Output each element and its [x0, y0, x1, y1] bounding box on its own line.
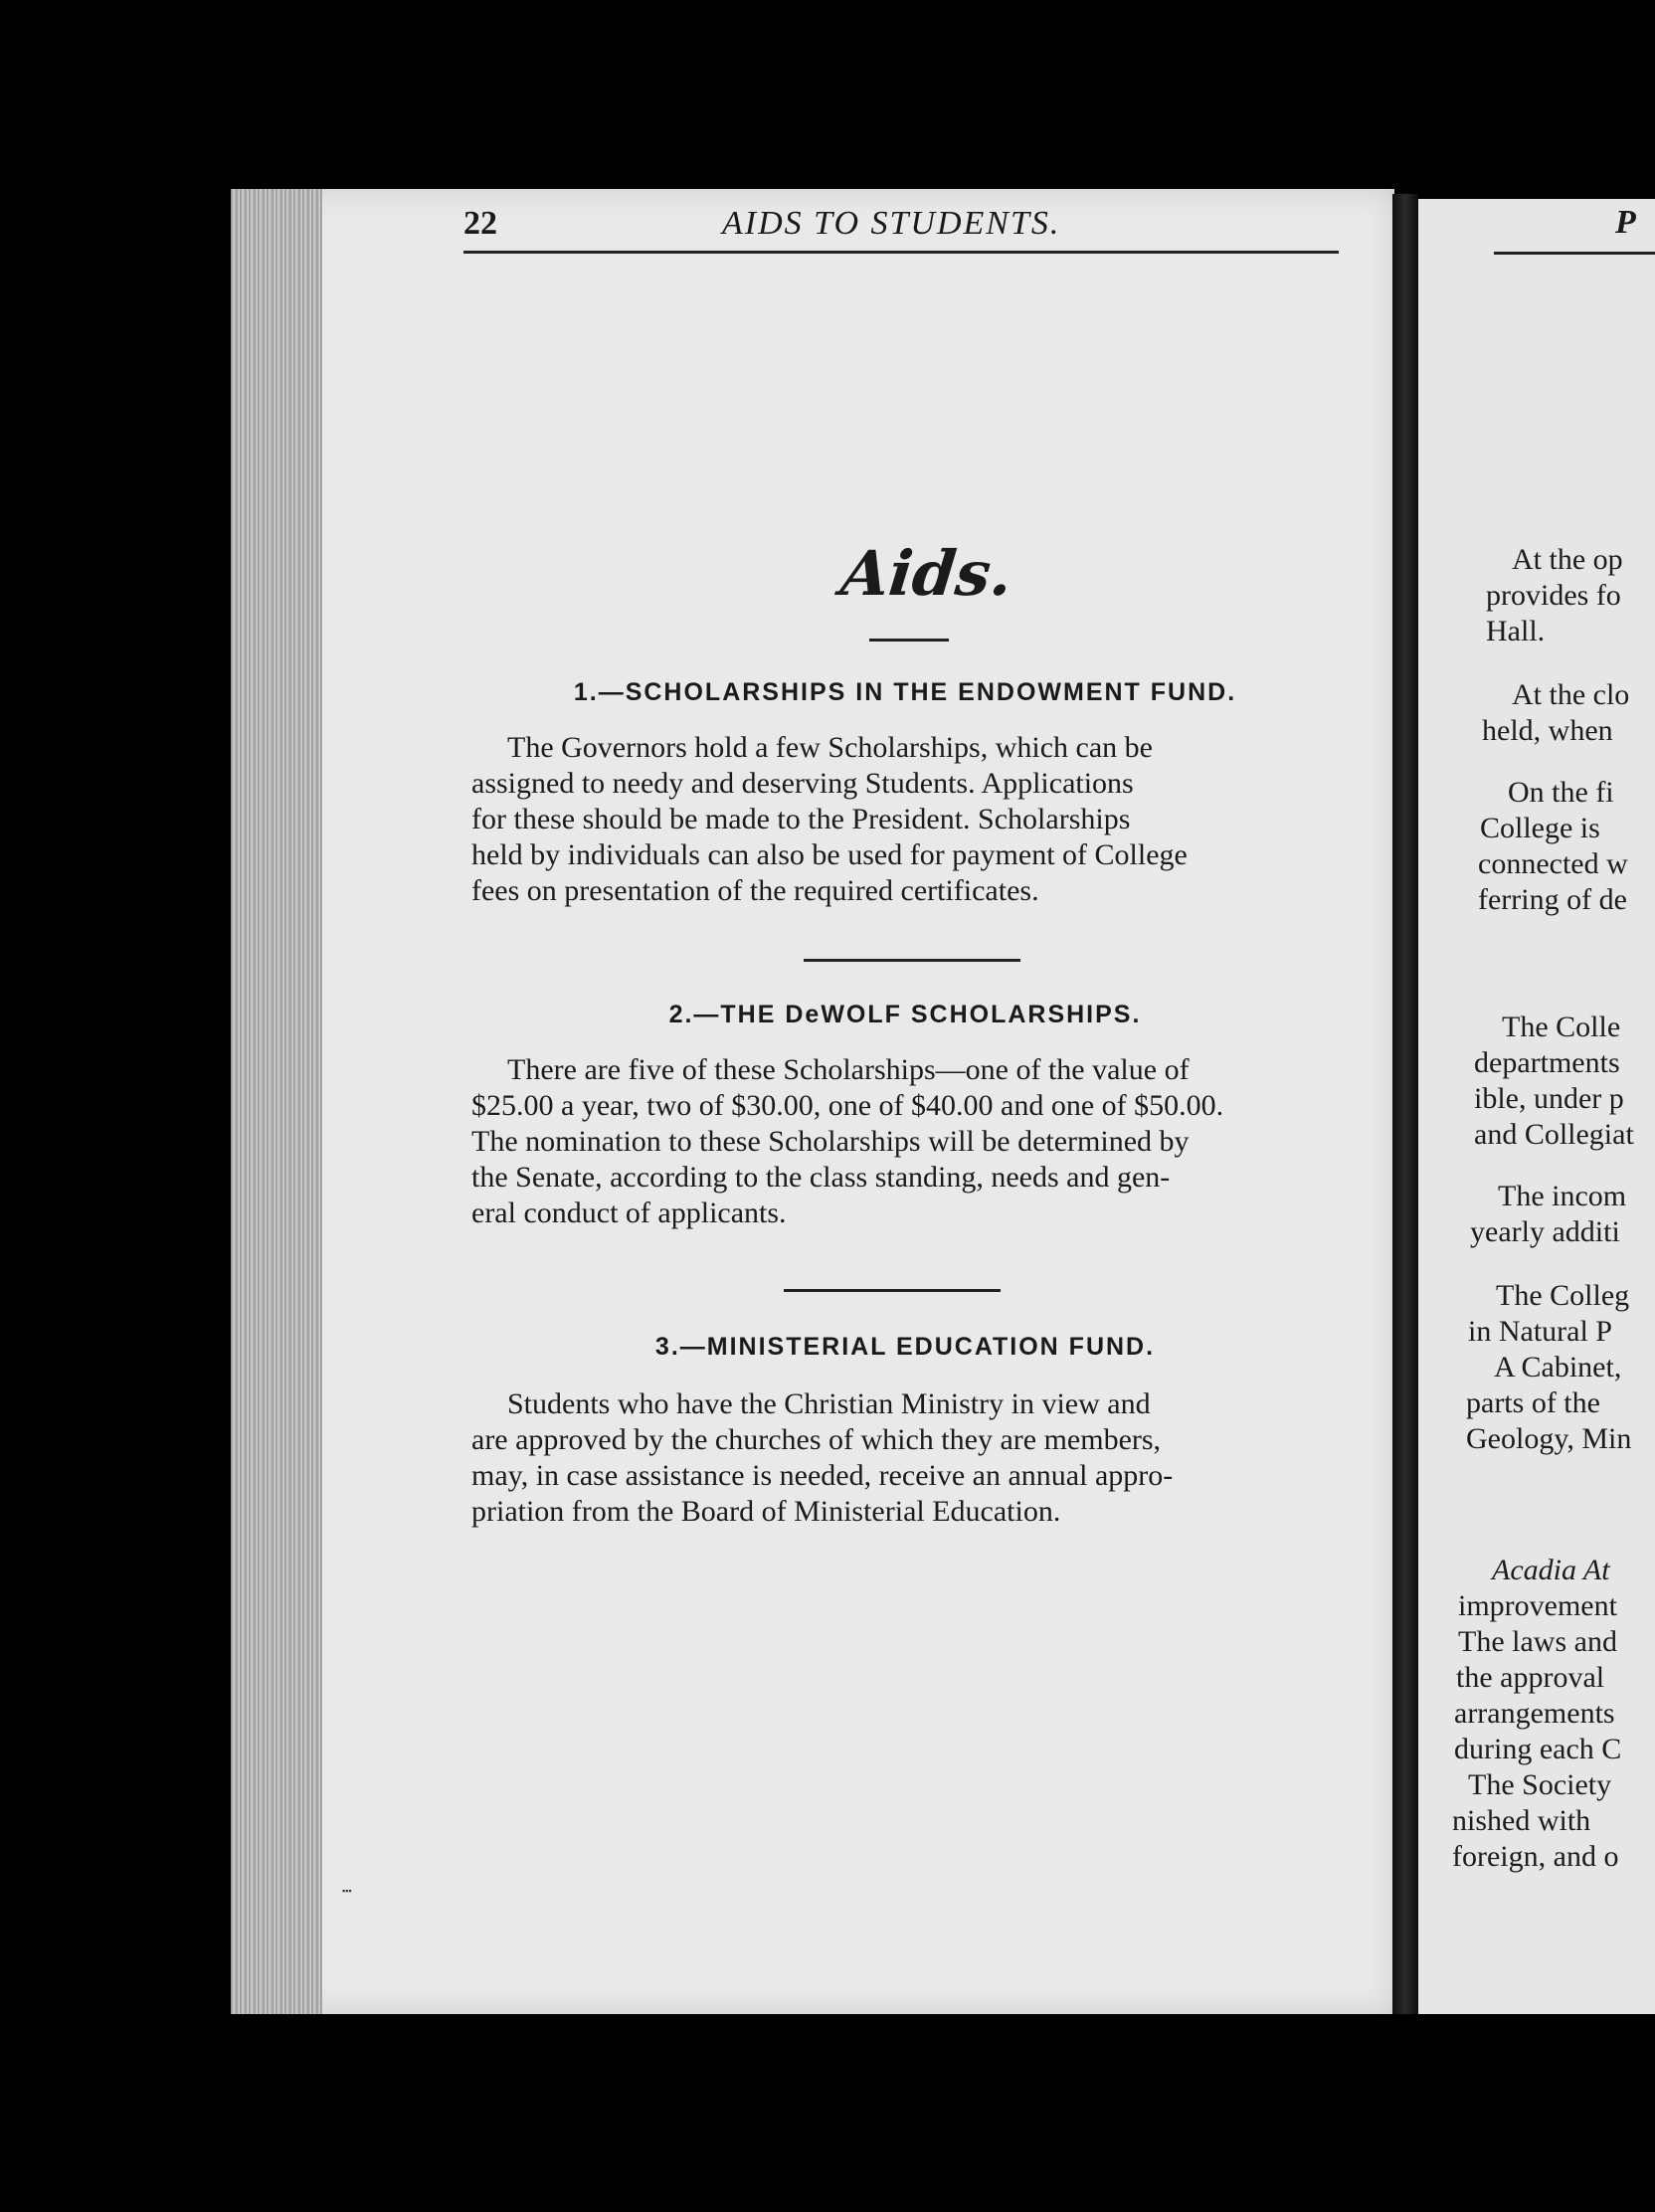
right-page-line: College is [1480, 812, 1600, 844]
right-page-line: ible, under p [1474, 1082, 1624, 1115]
book-gutter [1392, 194, 1418, 2014]
right-page-line: arrangements [1454, 1697, 1615, 1730]
para-line: assigned to needy and deserving Students. Applications [471, 767, 1134, 800]
section-heading-1: 1.—SCHOLARSHIPS IN THE ENDOWMENT FUND. [573, 678, 1237, 706]
page-title: Aids. [837, 537, 1016, 610]
head-rule [463, 251, 1339, 254]
right-page-line: On the fi [1508, 776, 1614, 809]
page-edge-stack [231, 189, 322, 2014]
section-divider [784, 1289, 1001, 1292]
right-page-line: departments [1474, 1046, 1620, 1079]
right-page-line: during each C [1454, 1733, 1622, 1765]
para-line: held by individuals can also be used for payment of College [471, 838, 1188, 871]
title-underline [869, 639, 949, 642]
scan-mark: ▪▪▪ [342, 1886, 352, 1896]
section-paragraph-2 [471, 1052, 1347, 1231]
para-line: fees on presentation of the required certificates. [471, 874, 1039, 907]
right-page-line: and Collegiat [1474, 1118, 1634, 1151]
right-page-line: Hall. [1486, 615, 1546, 647]
right-page-line: At the clo [1512, 678, 1630, 711]
section-heading-3: 3.—MINISTERIAL EDUCATION FUND. [654, 1333, 1156, 1361]
right-page-line: The Colle [1502, 1011, 1621, 1043]
para-line: There are five of these Scholarships—one of the value of [507, 1053, 1190, 1086]
page-number: 22 [463, 205, 497, 242]
section-divider [804, 959, 1020, 962]
right-page-line: in Natural P [1468, 1315, 1612, 1348]
right-page-line: held, when [1482, 714, 1613, 747]
para-line: for these should be made to the President. Scholarships [471, 803, 1131, 835]
right-page-line: At the op [1512, 543, 1623, 576]
para-line: The Governors hold a few Scholarships, which can be [507, 731, 1153, 764]
section-paragraph-1 [471, 730, 1347, 909]
right-page-line: the approval [1456, 1661, 1605, 1694]
para-line: priation from the Board of Ministerial Education. [471, 1495, 1061, 1528]
right-page-line: The Society [1468, 1768, 1612, 1801]
right-page-line: parts of the [1466, 1386, 1600, 1419]
right-running-head: P [1615, 204, 1636, 241]
right-page-line: provides fo [1486, 579, 1621, 612]
right-page-line: The incom [1498, 1180, 1627, 1212]
running-title: AIDS TO STUDENTS. [722, 205, 1061, 242]
right-page-line: improvement [1458, 1589, 1617, 1622]
right-page-line: ferring of de [1478, 883, 1627, 916]
right-page-line: The laws and [1458, 1625, 1617, 1658]
right-page-line: Acadia At [1492, 1554, 1610, 1586]
right-head-rule [1494, 252, 1655, 255]
para-line: may, in case assistance is needed, receive an annual appro- [471, 1459, 1174, 1492]
para-line: Students who have the Christian Ministry in view and [507, 1387, 1151, 1420]
section-paragraph-3 [471, 1386, 1347, 1530]
para-line: the Senate, according to the class standing, needs and gen- [471, 1161, 1171, 1194]
right-page-line: The Colleg [1496, 1279, 1630, 1312]
right-page-line: yearly additi [1470, 1215, 1620, 1248]
right-page-line: foreign, and o [1452, 1840, 1619, 1873]
para-line: $25.00 a year, two of $30.00, one of $40.00 and one of $50.00. [471, 1089, 1224, 1122]
para-line: eral conduct of applicants. [471, 1197, 787, 1229]
right-page-line: connected w [1478, 847, 1628, 880]
running-head [463, 205, 1339, 255]
para-line: are approved by the churches of which they are members, [471, 1423, 1162, 1456]
section-heading-2: 2.—THE DeWOLF SCHOLARSHIPS. [668, 1001, 1142, 1028]
right-page-line: A Cabinet, [1494, 1351, 1622, 1383]
para-line: The nomination to these Scholarships will be determined by [471, 1125, 1190, 1158]
right-page-line: nished with [1452, 1804, 1591, 1837]
right-page-line: Geology, Min [1466, 1422, 1632, 1455]
